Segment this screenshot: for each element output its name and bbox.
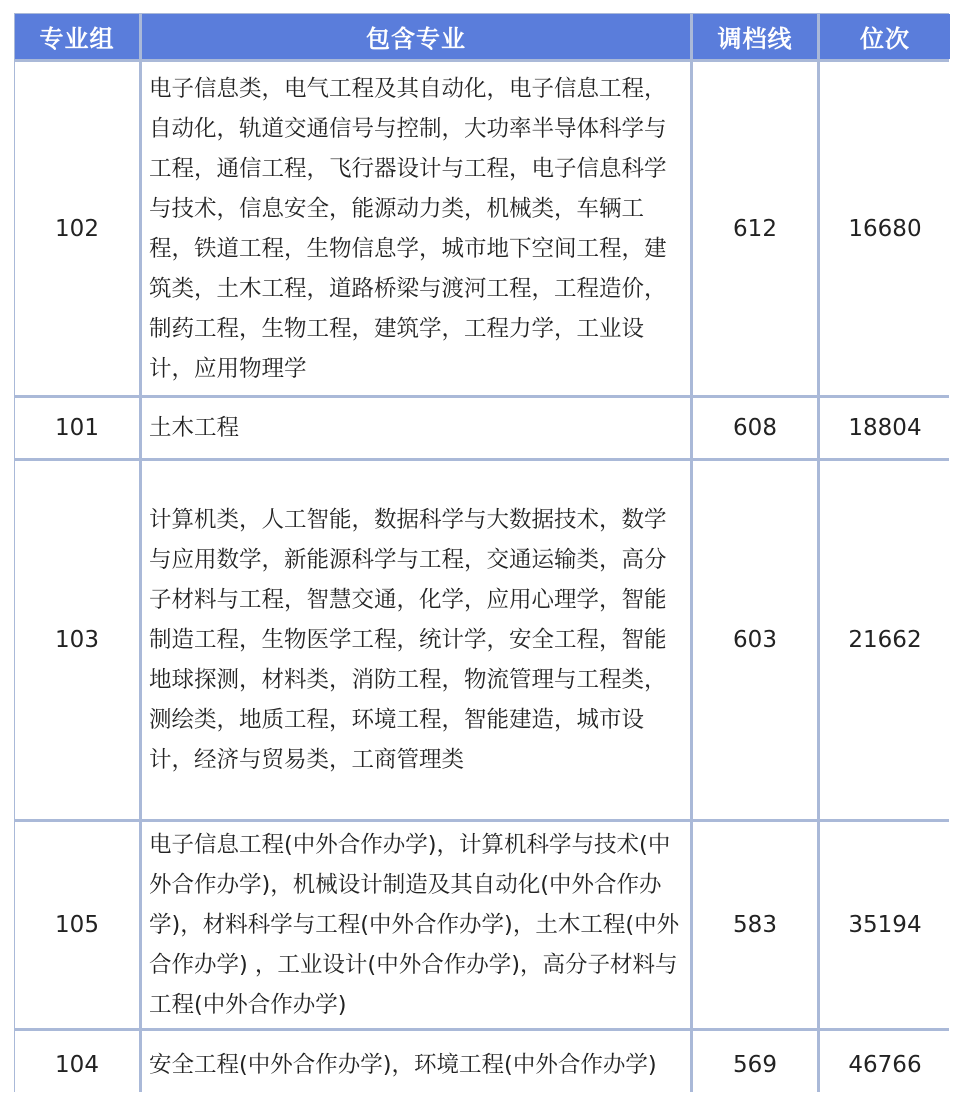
- majors-text: 电子信息类，电气工程及其自动化，电子信息工程，自动化，轨道交通信号与控制，大功率半导体科学与工程，通信工程，飞行器设计与工程，电子信息科学与技术，信息安全，能源动力类，机械类，车辆工程，铁道工程，生物信息学，城市地下空间工程，建筑类，土木工程，道路桥梁与渡河工程，工程造价，制药工程，生物工程，建筑学，工程力学，工业设计，应用物理学: [149, 75, 667, 382]
- row-103-rank: 21662: [820, 461, 950, 819]
- row-103-group: 103: [15, 461, 139, 819]
- majors-text: 安全工程(中外合作办学)，环境工程(中外合作办学): [149, 1051, 657, 1078]
- row-101-group: 101: [15, 398, 139, 458]
- header-majors: 包含专业: [142, 14, 690, 59]
- row-105-score: 583: [693, 822, 817, 1028]
- header-group: 专业组: [15, 14, 139, 59]
- row-104-score: 569: [693, 1031, 817, 1098]
- majors-text: 电子信息工程(中外合作办学)，计算机科学与技术(中外合作办学)，机械设计制造及其自动化(中外合作办学)，材料科学与工程(中外合作办学)，土木工程(中外合作办学) ，工业设计(中外合作办学)，高分子材料与工程(中外合作办学): [149, 832, 680, 1018]
- row-105-rank: 35194: [820, 822, 950, 1028]
- row-102-rank: 16680: [820, 62, 950, 395]
- row-101-majors: [142, 398, 690, 458]
- row-104-rank: 46766: [820, 1031, 950, 1098]
- row-101-rank: 18804: [820, 398, 950, 458]
- row-105-group: 105: [15, 822, 139, 1028]
- row-102-score: 612: [693, 62, 817, 395]
- row-102-majors: [142, 62, 690, 395]
- majors-text: 计算机类，人工智能，数据科学与大数据技术，数学与应用数学，新能源科学与工程，交通运输类，高分子材料与工程，智慧交通，化学，应用心理学，智能制造工程，生物医学工程，统计学，安全工程，智能地球探测，材料类，消防工程，物流管理与工程类，测绘类，地质工程，环境工程，智能建造，城市设计，经济与贸易类，工商管理类: [149, 507, 667, 773]
- row-104-majors: [142, 1031, 690, 1098]
- row-103-score: 603: [693, 461, 817, 819]
- majors-text: 土木工程: [149, 415, 240, 441]
- header-rank: 位次: [820, 14, 950, 59]
- row-103-majors: [142, 461, 690, 819]
- row-105-majors: [142, 822, 690, 1028]
- row-104-group: 104: [15, 1031, 139, 1098]
- admission-table: [14, 13, 949, 1092]
- row-101-score: 608: [693, 398, 817, 458]
- row-102-group: 102: [15, 62, 139, 395]
- header-score: 调档线: [693, 14, 817, 59]
